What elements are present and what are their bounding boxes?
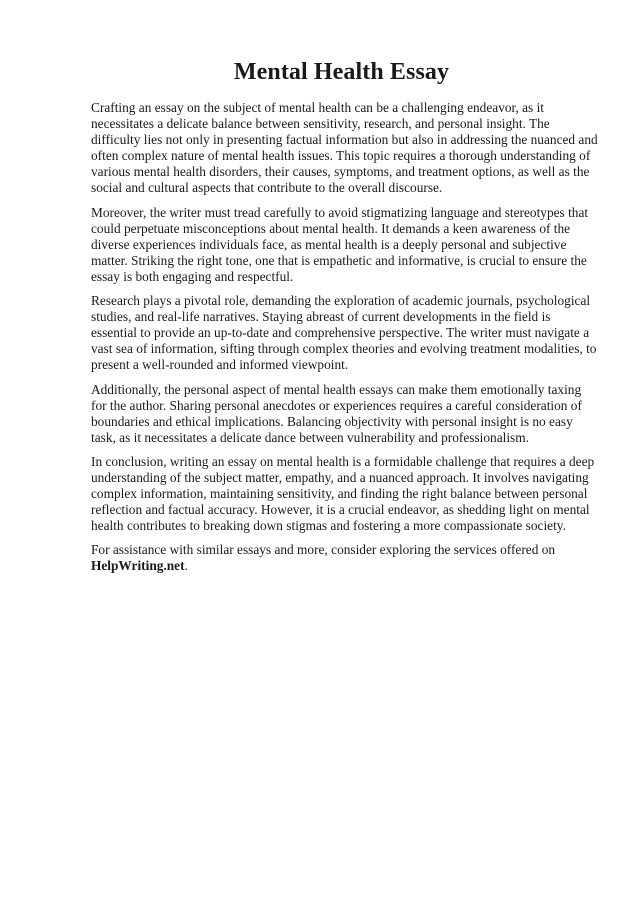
paragraph-5: In conclusion, writing an essay on mental health is a formidable challenge that requires a deep understanding of the subject matter, empathy, and a nuanced approach. It involves navigating complex information, maintaining sensitivity, and finding the right balance between personal reflection and factual accuracy. However, it is a crucial endeavor, as shedding light on mental health contributes to breaking down stigmas and fostering a more compassionate society. bbox=[91, 453, 595, 534]
paragraph-1: Crafting an essay on the subject of mental health can be a challenging endeavor, as it necessitates a delicate balance between sensitivity, research, and personal insight. The difficulty lies not only in presenting factual information but also in addressing the nuanced and often complex nature of mental health issues. This topic requires a thorough understanding of various mental health disorders, their causes, symptoms, and treatment options, as well as the social and cultural aspects that contribute to the overall discourse. bbox=[91, 100, 598, 196]
paragraph-4: Additionally, the personal aspect of mental health essays can make them emotionally taxing for the author. Sharing personal anecdotes or experiences requires a careful consideration of boundaries and ethical implications. Balancing objectivity with personal insight is no easy task, as it necessitates a delicate dance between vulnerability and professionalism. bbox=[91, 381, 582, 445]
closing-paragraph bbox=[91, 542, 599, 574]
page-title: Mental Health Essay bbox=[233, 59, 450, 85]
helpwriting-link[interactable]: HelpWriting.net bbox=[91, 558, 185, 574]
paragraph-2: Moreover, the writer must tread carefully to avoid stigmatizing language and stereotypes that could perpetuate misconceptions about mental health. It demands a keen awareness of the diverse experiences individuals face, as mental health is a deeply personal and subjective matter. Striking the right tone, one that is empathetic and informative, is crucial to ensure the essay is both engaging and respectful. bbox=[91, 204, 589, 284]
closing-text: For assistance with similar essays and more, consider exploring the services offered on bbox=[91, 542, 556, 558]
essay-body bbox=[91, 100, 599, 583]
closing-period: . bbox=[184, 558, 188, 574]
paragraph-3: Research plays a pivotal role, demanding the exploration of academic journals, psychological studies, and real-life narratives. Staying abreast of current developments in the field is essential to provide an up-to-date and comprehensive perspective. The writer must navigate a vast sea of information, sifting through complex theories and evolving treatment modalities, to present a well-rounded and informed viewpoint. bbox=[91, 293, 597, 373]
